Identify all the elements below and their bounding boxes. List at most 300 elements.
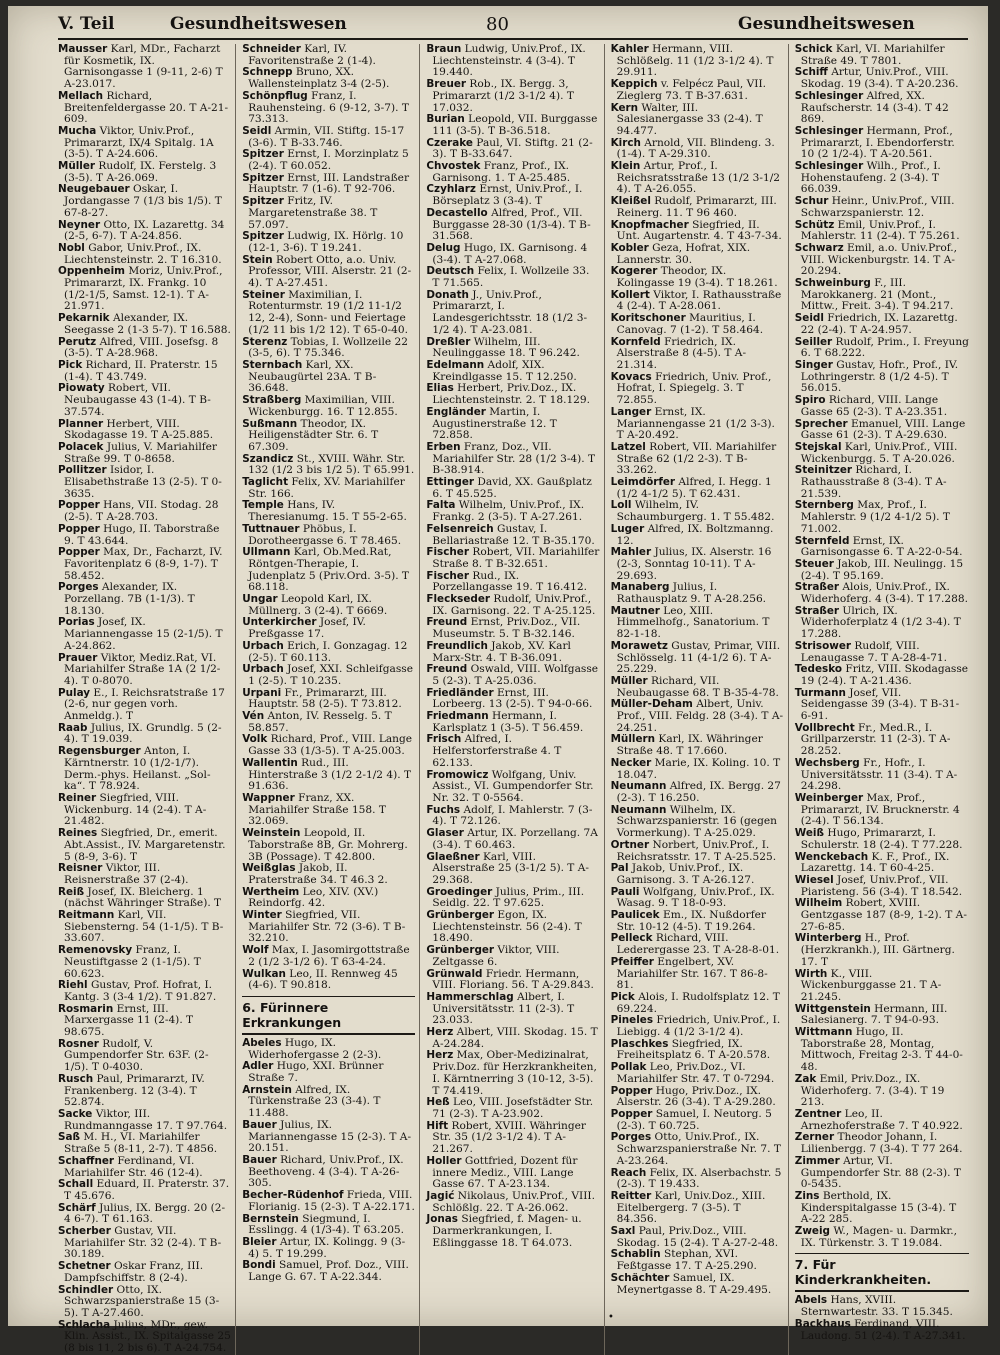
entry-details: Norbert, Univ.Prof., I. Reichsratsstr. 17. T A-25.525. [616,838,777,863]
directory-entry [795,44,969,67]
entry-name: Schetner [58,1260,111,1273]
directory-entry [795,793,969,828]
entry-name: Elias [426,382,454,395]
directory-entry [795,243,969,278]
entry-name: Freund [426,663,468,676]
entry-name: Volk [242,733,268,746]
entry-name: Seidl [794,312,824,325]
directory-entry [611,103,784,138]
entry-details: Hugo, II. Taborstraße 28, Montag, Mittwoch, Freitag 2-3. T 44-0-48. [800,1026,963,1074]
entry-name: Schlesinger [794,160,864,173]
entry-details: Franz, XX. Mariahilfer Straße 158. T 32.069. [248,792,386,828]
entry-details: Rob., IX. Bergg. 3, Primararzt (1/2 3-1/2 4). T 17.032. [432,78,574,114]
page-number: 80 [486,14,509,35]
entry-details: Jakob, II. Praterstraße 34. T 46.3 2. [248,862,388,886]
entry-name: Groedinger [426,885,493,898]
entry-name: Czyhlarz [426,183,476,196]
entry-details: Walter, III. Salesianergasse 33 (2-4). T 94.477. [616,101,763,137]
directory-entry [611,992,784,1015]
entry-details: Artur, VI. Gumpendorfer Str. 88 (2-3). T 0-5435. [800,1154,961,1191]
entry-name: Wittgenstein [794,1002,871,1015]
entry-name: Abeles [242,1036,282,1049]
directory-entry [795,337,969,360]
entry-name: Kirch [610,136,641,149]
entry-name: Grünwald [426,967,483,980]
entry-details: Karl, Univ.Doz., XIII. Eitelbergerg. 7 (3-5). T 84.356. [616,1189,766,1226]
entry-details: Richard, I. Rathausstraße 8 (3-4). T A-21.539. [800,464,947,500]
entry-details: Maximilian, I. Rotenturmstr. 19 (1/2 11-1/2 12, 2-4), Sonn- und Feiertage (1/2 11 bis 1/2 12). T 65-0-40. [248,288,408,336]
directory-entry [611,1086,784,1109]
entry-details: Wilhelm, III. Neulinggasse 18. T 96.242. [432,335,580,360]
entry-details: Paul, Primararzt, IV. Frankenberg. 12 (3-4). T 52.874. [64,1072,205,1109]
directory-entry [426,1214,599,1249]
directory-entry [242,1085,415,1120]
entry-name: Latzel [610,440,646,453]
directory-entry [242,1155,415,1190]
entry-details: Julius, Prim., III. Seidlg. 22. T 97.625. [432,885,585,910]
entry-name: Perutz [58,335,97,348]
directory-entry [426,500,599,523]
entry-details: Rudolf, Prim., I. Freyung 6. T 68.222. [800,335,969,360]
entry-details: Ernst, IX. Mariannengasse 21 (1/2 3-3). T A-20.492. [616,405,775,442]
entry-details: Fr., Hofr., I. Universitätsstr. 11 (3-4). T A-24.298. [800,756,958,793]
entry-name: Mausser [58,43,108,55]
entry-name: Pal [610,862,629,875]
entry-details: Alfred, IX. Türkenstraße 23 (3-4). T 11.488. [248,1083,381,1120]
entry-name: Fischer [426,569,469,582]
directory-entry [58,653,231,688]
entry-details: Adolf, XIX. Kreindlgasse 15. T 12.250. [432,358,577,383]
entry-details: Friedrich, IX. Lazarettg. 22 (2-4). T A-24.957. [800,312,958,336]
section-part-label: V. Teil [58,14,115,34]
entry-name: Vollbrecht [794,721,855,734]
entry-details: Gustav, Hofr., Prof., IV. Lothringerstr. 8 (1/2 4-5). T 56.015. [800,358,959,395]
entry-details: Otto, IX. Schwarzspanierstraße 15 (3-5). T A-27.460. [64,1283,220,1319]
directory-entry [58,524,231,547]
entry-name: Straßberg [242,394,302,407]
entry-name: Spitzer [242,148,284,161]
entry-name: Steiner [242,288,285,301]
entry-name: Porges [610,1131,652,1144]
entry-details: Leo, Priv.Doz., VI. Mariahilfer Str. 47. T 0-7294. [616,1061,775,1085]
directory-entry [426,360,599,383]
entry-details: Maximilian, VIII. Wickenburgg. 16. T 12.855. [248,394,398,418]
entry-name: Donath [426,288,469,301]
directory-entry [58,1261,231,1284]
entry-name: Wallentin [242,756,298,769]
entry-details: Ferdinand, VI. Mariahilfer Str. 46 (12-4). [64,1154,203,1179]
entry-details: Robert, VII. Neubaugasse 43 (1-4). T B-37.574. [64,382,211,418]
directory-entry [242,454,415,477]
directory-entry [426,664,599,687]
directory-entry [426,969,599,992]
directory-entry [795,723,969,758]
entry-name: Pick [58,358,83,371]
entry-details: Viktor, III. Rundmanngasse 17. T 97.764. [64,1107,228,1132]
directory-entry [795,313,969,336]
directory-entry [426,337,599,360]
entry-name: Braun [426,43,462,55]
directory-entry [242,711,415,734]
entry-name: Steuer [794,557,834,570]
column-5 [795,44,973,1355]
directory-entry [611,1062,784,1085]
entry-details: Moriz, Univ.Prof., Primararzt, IX. Frankg. 10 (1/2-1/5, Samst. 12-1). T A-21.971. [64,265,223,313]
directory-entry [611,313,784,336]
column-3 [426,44,604,1355]
entry-name: Reitter [610,1189,652,1202]
entry-name: Pulay [58,686,91,699]
directory-entry [242,1038,415,1061]
entry-details: K., VIII. Wickenburggasse 21. T A-21.245. [800,967,942,1003]
directory-entry [611,676,784,699]
entry-name: Wirth [794,967,828,980]
entry-name: Zimmer [794,1154,840,1167]
entry-details: Emil, Univ.Prof., I. Mahlerstr. 11 (2-4). T 75.261. [800,218,960,243]
entry-name: Schlacha [58,1318,111,1331]
entry-name: Wilheim [794,897,843,910]
column-2 [242,44,420,1355]
entry-details: M. H., VI. Mariahilfer Straße 5 (8-11, 2-7). T 4856. [64,1131,218,1156]
entry-name: Pfeiffer [610,955,654,968]
directory-entry [795,582,969,605]
entry-name: Popper [58,522,100,535]
entry-name: Szandicz [242,452,294,465]
entry-details: Albert, I. Universitätsstr. 11 (2-3). T 23.033. [432,990,575,1027]
entry-details: Franz, Doz., VII. Mariahilfer Str. 28 (1/2 3-4). T B-38.914. [432,440,596,477]
entry-name: Remenovsky [58,944,133,957]
entry-name: Reiner [58,792,97,804]
directory-entry [242,173,415,196]
entry-details: Erich, I. Gonzagag. 12 (2-5). T 60.113. [248,639,408,664]
entry-name: Straßer [794,581,840,594]
entry-details: Franz, Prof., IX. Garnisong. 1. T A-25.485. [432,160,571,184]
entry-name: Schaffner [58,1154,115,1167]
entry-name: Neumann [610,803,667,816]
directory-entry [611,442,784,477]
directory-entry [795,442,969,465]
entry-name: Singer [794,358,833,371]
entry-name: Tedesko [794,663,842,676]
directory-entry [426,828,599,851]
entry-name: Kogerer [610,265,658,278]
entry-name: Sacke [58,1107,93,1120]
entry-name: Polacek [58,440,104,453]
entry-name: Sternbach [242,358,303,371]
entry-details: Hermann, III. Salesianerg. 7. T 94-0-93. [800,1002,948,1027]
entry-details: Ferdinand, VIII. Laudong. 51 (2-4). T A-27.341. [800,1317,966,1342]
entry-name: Sternberg [794,499,854,512]
directory-entry [242,617,415,640]
entry-details: Stephan, XVI. Feßtgasse 17. T A-25.290. [616,1248,757,1273]
directory-entry [611,606,784,641]
entry-name: Schablin [610,1248,661,1261]
directory-entry [795,1027,969,1074]
directory-entry [58,1074,231,1109]
entry-details: Franz, I. Neustiftgasse 2 (1-1/5). T 60.623. [64,944,201,980]
entry-details: Leo, XIV. (XV.) Reindorfg. 42. [248,885,379,910]
entry-details: Hans, IV. Theresianumg. 15. T 55-2-65. [248,499,407,524]
directory-entry [611,863,784,886]
entry-name: Wiesel [794,873,834,886]
entry-name: Schütz [794,218,835,231]
entry-details: Leopold Karl, IX. Müllnerg. 3 (2-4). T 6669. [248,593,388,617]
entry-details: Samuel, Prof. Doz., VIII. Lange G. 67. T A-22.344. [248,1259,409,1284]
entry-name: Dreßler [426,335,471,348]
entry-name: Spitzer [242,171,284,184]
directory-entry [242,500,415,523]
entry-name: Raab [58,721,88,734]
entry-details: Richard, VII. Neubaugasse 68. T B-35-4-78. [616,674,779,699]
entry-details: Josef, IX. Mariannengasse 15 (2-1/5). T A-24.862. [64,616,223,652]
entry-name: Freundlich [426,639,488,652]
entry-details: Anton, IV. Resselg. 5. T 58.857. [248,710,392,734]
directory-entry [426,547,599,570]
directory-entry [426,184,599,207]
entry-name: Manaberg [610,581,670,594]
directory-entry [58,688,231,723]
entry-name: Schweinburg [794,277,871,290]
directory-entry [426,945,599,968]
entry-details: Heinr., Univ.Prof., VIII. Schwarzspanierstr. 12. [800,195,955,219]
directory-entry [242,1120,415,1155]
entry-name: Necker [610,756,652,769]
entry-name: Kovacs [610,370,652,383]
entry-details: Viktor, Mediz.Rat, VI. Mariahilfer Straße 1A (2 1/2-4). T 0-8070. [64,651,221,687]
directory-entry [611,524,784,547]
directory-entry [426,852,599,887]
entry-name: Reiß [58,885,85,898]
entry-details: Julius, V. Mariahilfer Straße 99. T 0-8658. [64,440,217,465]
directory-entry [426,641,599,664]
entry-details: Paul, Priv.Doz., VIII. Skodag. 15 (2-4). T A-27-2-48. [616,1225,779,1249]
directory-entry [426,770,599,805]
entry-name: Freund [426,616,468,629]
entry-name: Klein [610,160,641,173]
entry-details: Karl, IX. Währinger Straße 48. T 17.660. [616,733,763,758]
entry-name: Müller-Deham [610,698,693,711]
directory-entry [242,863,415,886]
entry-details: Richard, VIII. Lange Gasse 65 (2-3). T A-23.351. [800,394,948,418]
entry-name: Kollert [610,288,650,301]
entry-name: Turmann [794,686,846,699]
entry-details: Ernst, III. Marxergasse 11 (2-4). T 98.675. [64,1002,194,1039]
directory-entry [58,828,231,863]
entry-name: Fuchs [426,803,461,816]
entry-details: Karl, Univ.Prof., VIII. Wickenburgg. 5. T A-20.026. [800,440,958,465]
directory-entry [58,266,231,313]
entry-name: Fleckseder [426,593,491,606]
entry-name: Burian [426,113,465,126]
entry-name: Weißglas [242,862,296,875]
directory-entry [426,114,599,137]
entry-details: Leopold, II. Taborstraße 8B, Gr. Mohrerg. 3B (Possage). T 42.800. [248,827,408,863]
entry-details: Rudolf, VIII. Lenaugasse 7. T A-28-4-71. [800,639,948,664]
entry-details: H., Prof. (Herzkrankh.), III. Gärtnerg. 17. T [800,932,955,968]
entry-name: Unterkircher [242,616,317,629]
entry-details: E., I. Reichsratstraße 17 (2-6, nur gegen vorh. Anmeldg.). T [64,686,225,723]
entry-details: Robert, XVIII. Gentzgasse 187 (8-9, 1-2). T A-27-6-85. [800,897,967,933]
entry-name: Decastello [426,206,488,219]
entry-name: Müller [58,160,96,173]
entry-name: Kobler [610,241,649,254]
entry-name: Urbach [242,639,284,652]
entry-details: Theodor, IX. Kolingasse 19 (3-4). T 18.261. [616,265,778,290]
page-header [58,12,968,38]
directory-entry [58,582,231,617]
entry-details: Leo, VIII. Josefstädter Str. 71 (2-3). T A-23.902. [432,1096,594,1120]
entry-details: Emil, Priv.Doz., IX. Widerhoferg. 7. (3-4). T 19 213. [800,1072,945,1109]
entry-details: Robert, VII. Mariahilfer Straße 8. T B-32.651. [432,546,600,570]
entry-details: Arnold, VII. Blindeng. 3. (1-4). T A-29.310. [616,136,775,161]
entry-details: Siegfried, II. Unt. Augartenstr. 4. T 43-7-34. [616,218,782,243]
directory-entry [426,1121,599,1156]
entry-details: Adolf, I. Mahlerstr. 7 (3-4). T 72.126. [432,803,593,828]
entry-details: Artur, IX. Porzellang. 7A (3-4). T 60.463. [432,827,598,851]
directory-entry [795,852,969,875]
entry-name: Koritschoner [610,312,686,325]
entry-name: Pollitzer [58,464,107,477]
entry-name: Mahler [610,546,652,559]
directory-entry [611,1109,784,1132]
directory-entry [611,887,784,910]
entry-name: Pineles [610,1014,654,1027]
entry-name: Zak [794,1072,817,1085]
entry-details: Leo, II. Arnezhoferstraße 7. T 40.922. [800,1107,963,1132]
entry-name: Müllern [610,733,656,746]
entry-name: Czerake [426,136,473,149]
directory-entry [58,887,231,910]
entry-name: Schwarz [794,241,844,254]
directory-columns [58,43,973,1355]
directory-entry [242,1214,415,1237]
directory-entry [242,67,415,90]
entry-details: Alfred, VIII. Josefsg. 8 (3-5). T A-28.968. [64,335,219,360]
directory-entry [611,1168,784,1191]
directory-entry [242,196,415,231]
directory-entry [242,945,415,968]
entry-details: Jakob, XV. Karl Marx-Str. 4. T B-36.091. [432,639,571,664]
entry-name: Steinitzer [794,464,853,477]
entry-name: Stejskal [794,440,842,453]
directory-entry [426,688,599,711]
directory-entry [795,67,969,90]
entry-name: Pick [610,990,635,1003]
directory-entry [426,1156,599,1191]
entry-details: Samuel, IX. Meynertgasse 8. T A-29.495. [616,1271,772,1296]
entry-name: Bleier [242,1235,277,1248]
entry-name: Wechsberg [794,756,860,769]
directory-entry [795,933,969,968]
section-rule [795,1290,969,1292]
entry-name: Schneider [242,43,301,55]
directory-entry [242,524,415,547]
entry-details: Bruno, XX. Wallensteinplatz 3-4 (2-5). [248,66,390,91]
entry-details: Leo, XIII. Himmelhofg., Sanatorium. T 82-1-18. [616,604,770,641]
entry-details: Hugo, Priv.Doz., IX. Alserstr. 26 (3-4). T A-29.280. [616,1084,776,1109]
entry-details: Karl, MDr., Facharzt für Kosmetik, IX. Garnisongasse 1 (9-11, 2-6) T A-23.017. [64,43,223,91]
header-rule [58,38,968,40]
entry-name: Popper [610,1107,653,1120]
entry-name: Sprecher [794,417,848,430]
directory-entry [795,1191,969,1226]
entry-details: Viktor, Univ.Prof., Primararzt, IX/4 Spitalg. 1A (3-5). T A-24.606. [64,124,214,161]
entry-details: Martin, I. Augustinerstraße 12. T 72.858. [432,405,557,442]
entry-name: Schiff [794,66,828,79]
entry-name: Winter [242,909,282,922]
directory-entry [426,161,599,184]
directory-entry [242,969,415,992]
directory-entry [58,863,231,886]
entry-details: Mauritius, I. Canovag. 7 (1-2). T 58.464. [616,312,764,336]
entry-name: Spitzer [242,230,284,243]
entry-details: Rudolf, V. Gumpendorfer Str. 63F. (2-1/5). T 0-4030. [64,1037,209,1074]
directory-entry [795,395,969,418]
entry-details: Rud., IX. Porzellangasse 19. T 16.412. [432,569,587,594]
entry-name: Hift [426,1119,449,1132]
entry-details: Otto, Univ.Prof., IX. Schwarzspanierstraße Nr. 7. T A-23.264. [616,1131,781,1167]
entry-name: Popper [610,1084,653,1097]
directory-entry [58,1320,231,1355]
entry-details: Ernst, Univ.Prof., I. Börseplatz 3 (3-4). T [432,183,583,208]
entry-name: Weinberger [794,792,864,804]
entry-name: Prauer [58,651,98,664]
entry-details: Felix, I. Wollzeile 33. T 71.565. [432,265,590,290]
entry-name: Engländer [426,405,486,418]
directory-entry [58,243,231,266]
directory-entry [426,571,599,594]
directory-entry [426,711,599,734]
directory-entry [426,594,599,617]
directory-entry [242,793,415,828]
entry-details: Alois, I. Rudolfsplatz 12. T 69.224. [616,990,780,1015]
entry-name: Schönpflug [242,89,308,102]
entry-details: Julius, MDr., gew. Klin. Assist., IX. Spitalgasse 25 (8 bis 11, 2 bis 6). T A-24.754. [64,1318,231,1355]
directory-entry [426,805,599,828]
directory-entry [795,1226,969,1249]
entry-name: Erben [426,440,461,453]
directory-entry [795,969,969,1004]
entry-name: Neumann [610,780,667,793]
entry-details: Karl, XX. Neubaugürtel 23A. T B-36.648. [248,358,377,395]
directory-entry [611,79,784,102]
entry-name: Wertheim [242,885,300,898]
entry-details: Wilhelm, Univ.Prof., IX. Frankg. 2 (3-5). T A-27.261. [432,499,585,524]
directory-entry [242,758,415,793]
entry-details: Josef, VII. Seidengasse 39 (3-4). T B-31-6-91. [800,686,960,723]
entry-name: Strisower [794,639,852,652]
directory-entry [58,723,231,746]
entry-details: Josef, IX. Bleicherg. 1 (nächst Währinger Straße). T [64,885,222,910]
directory-entry [242,910,415,945]
directory-entry [795,536,969,559]
directory-entry [611,407,784,442]
directory-entry [242,887,415,910]
entry-name: Knopfmacher [610,218,689,231]
directory-entry [58,465,231,500]
entry-name: Wappner [242,792,295,804]
directory-entry [611,805,784,840]
entry-details: Isidor, I. Elisabethstraße 13 (2-5). T 0-3635. [64,464,222,500]
entry-details: Max, I. Jasomirgottstraße 2 (1/2 3-1/2 6). T 63-4-24. [248,944,410,968]
entry-details: Josef, IV. Preßgasse 17. [248,616,366,641]
directory-entry [795,161,969,196]
entry-name: Schlesinger [794,89,864,102]
entry-details: Siegfried, VIII. Wickenburg. 14 (2-4). T A-21.482. [64,792,207,828]
directory-entry [58,1179,231,1202]
directory-entry [58,500,231,523]
entry-name: Schur [794,195,829,208]
